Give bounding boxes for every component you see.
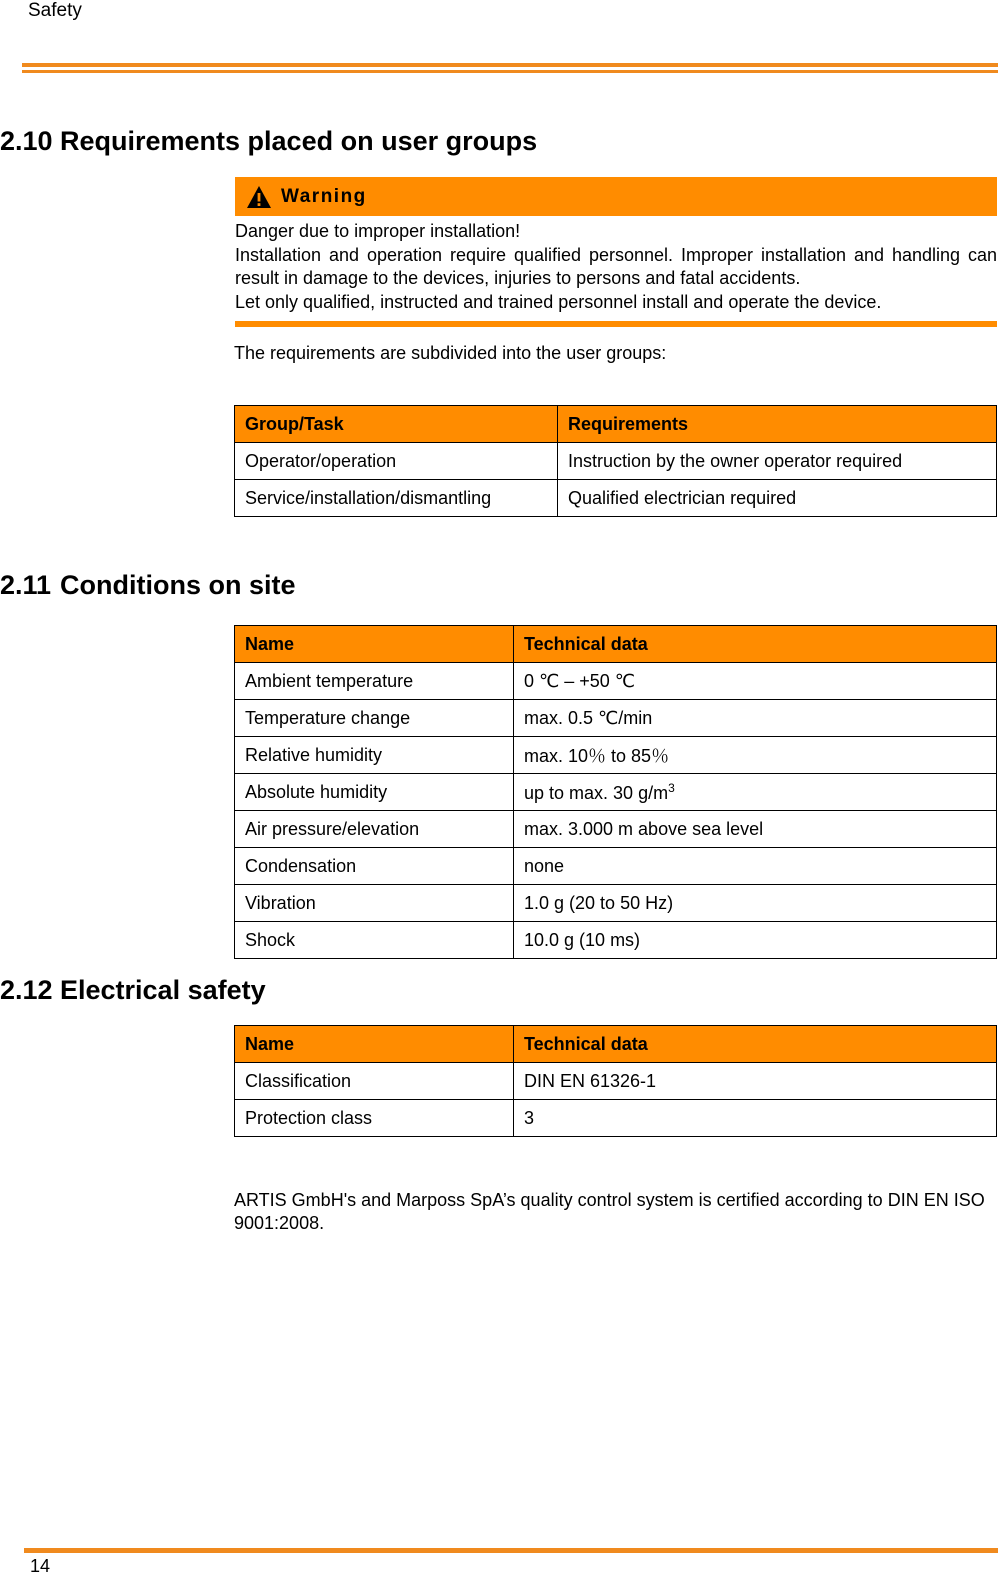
table-cell: Protection class: [235, 1100, 514, 1137]
section-title: Requirements placed on user groups: [60, 126, 538, 156]
warning-line-1: Danger due to improper installation!: [235, 221, 521, 241]
header-rule-secondary: [22, 70, 998, 73]
table-row: [235, 1063, 997, 1100]
user-groups-table: [234, 405, 997, 517]
warning-header: [235, 177, 997, 216]
section-title: Conditions on site: [60, 570, 296, 600]
table-row: [235, 1100, 997, 1137]
column-header: Name: [235, 626, 514, 663]
page-number: 14: [30, 1556, 51, 1576]
header-rule: [22, 63, 998, 67]
certification-paragraph: ARTIS GmbH's and Marposs SpA’s quality control system is certified according to DIN EN ISO 9001:2008.: [234, 1190, 985, 1233]
section-number: 2.10: [0, 126, 53, 156]
table-row: [235, 663, 997, 700]
table-header-row: [235, 626, 997, 663]
table-row: [235, 480, 997, 517]
warning-box: [235, 177, 997, 327]
cell-value: up to max. 30 g/m: [524, 782, 669, 803]
superscript: 3: [668, 780, 675, 795]
table-row: [235, 885, 997, 922]
table-cell: DIN EN 61326-1: [514, 1063, 997, 1100]
table-cell: Relative humidity: [235, 737, 514, 774]
table-cell: Absolute humidity: [235, 774, 514, 811]
table-row: [235, 774, 997, 811]
table-row: [235, 443, 997, 480]
table-cell: max. 10％ to 85％: [514, 737, 997, 774]
table-cell: Ambient temperature: [235, 663, 514, 700]
table-cell: Service/installation/dismantling: [235, 480, 558, 517]
table-cell: max. 0.5 ℃/min: [514, 700, 997, 737]
section-number: 2.11: [0, 570, 52, 600]
section-heading-2-10: [0, 126, 537, 157]
table-row: [235, 922, 997, 959]
section-number: 2.12: [0, 975, 53, 1005]
table-cell: Classification: [235, 1063, 514, 1100]
table-cell: Temperature change: [235, 700, 514, 737]
warning-title: Warning: [281, 185, 367, 207]
table-cell: [514, 774, 997, 811]
section-heading-2-11: [0, 570, 296, 601]
table-cell: Vibration: [235, 885, 514, 922]
warning-body: [235, 216, 997, 314]
table-cell: Instruction by the owner operator required: [558, 443, 997, 480]
column-header: Technical data: [514, 626, 997, 663]
electrical-safety-table: [234, 1025, 997, 1137]
table-cell: 0 ℃ – +50 ℃: [514, 663, 997, 700]
table-cell: none: [514, 848, 997, 885]
table-row: [235, 811, 997, 848]
intro-paragraph: The requirements are subdivided into the user groups:: [234, 343, 667, 363]
section-title: Electrical safety: [60, 975, 266, 1005]
table-cell: Air pressure/elevation: [235, 811, 514, 848]
table-cell: 1.0 g (20 to 50 Hz): [514, 885, 997, 922]
table-cell: Shock: [235, 922, 514, 959]
column-header: Name: [235, 1026, 514, 1063]
footer-rule: [24, 1548, 998, 1553]
table-cell: max. 3.000 m above sea level: [514, 811, 997, 848]
table-row: [235, 700, 997, 737]
column-header: Group/Task: [235, 406, 558, 443]
site-conditions-table: [234, 625, 997, 959]
table-cell: 10.0 g (10 ms): [514, 922, 997, 959]
warning-triangle-icon: [245, 183, 273, 211]
warning-bottom-bar: [235, 321, 997, 327]
column-header: Technical data: [514, 1026, 997, 1063]
warning-line-2: Installation and operation require qualified personnel. Improper installation and handling can result in damage to the devices, injuries to persons and fatal accidents.: [235, 244, 997, 288]
table-row: [235, 737, 997, 774]
column-header: Requirements: [558, 406, 997, 443]
table-header-row: [235, 406, 997, 443]
table-cell: Qualified electrician required: [558, 480, 997, 517]
table-row: [235, 848, 997, 885]
table-cell: Condensation: [235, 848, 514, 885]
running-header: Safety: [28, 0, 82, 21]
table-cell: Operator/operation: [235, 443, 558, 480]
table-cell: 3: [514, 1100, 997, 1137]
section-heading-2-12: [0, 975, 266, 1006]
table-header-row: [235, 1026, 997, 1063]
warning-line-3: Let only qualified, instructed and trained personnel install and operate the device.: [235, 291, 882, 312]
